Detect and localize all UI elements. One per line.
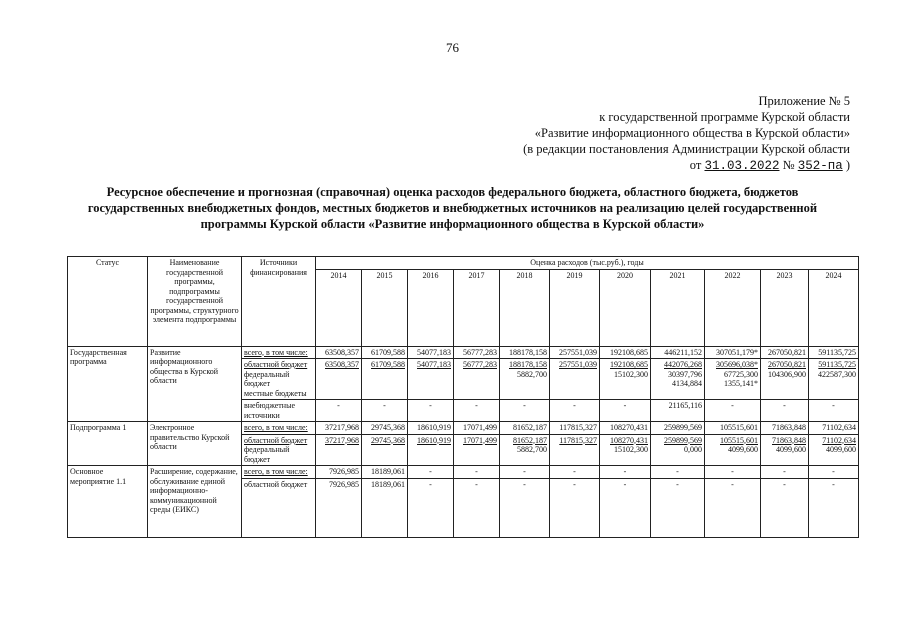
sp-total-value <box>705 422 761 435</box>
appendix-line-2: к государственной программе Курской области <box>599 110 850 124</box>
cell-line: 104306,900 <box>768 369 806 379</box>
cell-line: 442076,268 <box>664 360 702 369</box>
om-total-value: - <box>651 466 705 479</box>
gp-source-value <box>705 359 761 400</box>
cell-line: 4099,600 <box>776 445 806 454</box>
gp-source-value <box>500 359 550 400</box>
sources-header: Источники финансирования <box>242 257 316 347</box>
gp-extra-value: - <box>761 400 809 422</box>
sp-source-value <box>408 434 454 466</box>
cell-line: 5882,700 <box>517 445 547 454</box>
cell-line: 81652,187 <box>513 423 547 432</box>
gp-extra-value: - <box>809 400 859 422</box>
sp-status: Подпрограмма 1 <box>68 422 148 466</box>
page-number: 76 <box>446 40 459 55</box>
gp-name: Развитие информационного общества в Курской области <box>148 346 242 422</box>
cell-line: 18610,919 <box>417 423 451 432</box>
om-regional-value: 7926,985 <box>316 478 362 537</box>
sp-total-value <box>550 422 600 435</box>
sp-total-value <box>362 422 408 435</box>
sp-source-value <box>761 434 809 466</box>
om-total-value: - <box>761 466 809 479</box>
om-total-value: - <box>705 466 761 479</box>
status-header: Статус <box>68 257 148 347</box>
gp-extra-value: - <box>316 400 362 422</box>
cell-line: 267050,821 <box>768 360 806 369</box>
sp-total-value <box>600 422 651 435</box>
sp-name: Электронное правительство Курской области <box>148 422 242 466</box>
cell-line: федеральный бюджет <box>244 445 290 464</box>
sp-total-row <box>68 422 859 435</box>
gp-total-value <box>316 346 362 359</box>
cell-line: 18610,919 <box>417 435 451 445</box>
om-regional-value: - <box>550 478 600 537</box>
cell-line: 56777,283 <box>463 360 497 369</box>
year-header: 2019 <box>550 269 600 346</box>
sp-source-value <box>454 434 500 466</box>
gp-extra-value: - <box>600 400 651 422</box>
close-paren: ) <box>845 158 850 172</box>
sp-total-value <box>651 422 705 435</box>
year-header: 2023 <box>761 269 809 346</box>
sp-total-label: всего, в том числе: <box>242 422 316 435</box>
sp-source-value <box>600 434 651 466</box>
cell-line: 422587,300 <box>818 369 856 379</box>
gp-sources-label <box>242 359 316 400</box>
gp-status: Государственная программа <box>68 346 148 422</box>
om-regional-value: 18189,061 <box>362 478 408 537</box>
gp-extra-value: - <box>550 400 600 422</box>
appendix-line-1: Приложение № 5 <box>758 94 850 108</box>
cell-line: 37217,968 <box>325 435 359 445</box>
gp-total-value <box>761 346 809 359</box>
om-total-value: - <box>500 466 550 479</box>
sp-source-value <box>362 434 408 466</box>
om-name: Расширение, содержание, обслуживание единой информационно-коммуникационной среды (ЕИКС) <box>148 466 242 538</box>
cell-line: областной бюджет <box>244 435 308 445</box>
om-regional-value: - <box>761 478 809 537</box>
om-regional-value: - <box>651 478 705 537</box>
cell-line: 81652,187 <box>513 435 547 445</box>
gp-extra-value: - <box>362 400 408 422</box>
om-regional-value: - <box>600 478 651 537</box>
cell-line: 61709,588 <box>371 347 405 357</box>
cell-line: 4134,884 <box>672 379 702 388</box>
om-regional-value: - <box>809 478 859 537</box>
om-status: Основное мероприятие 1.1 <box>68 466 148 538</box>
cell-line: 67725,300 <box>724 369 758 379</box>
gp-total-value <box>408 346 454 359</box>
gp-source-value <box>362 359 408 400</box>
cell-line: 1355,141* <box>724 379 758 388</box>
gp-total-value <box>362 346 408 359</box>
gp-source-value <box>408 359 454 400</box>
cell-line: 105515,601 <box>720 435 758 445</box>
gp-total-value <box>705 346 761 359</box>
cell-line: 108270,431 <box>610 423 648 432</box>
cell-line: 15102,300 <box>614 369 648 379</box>
gp-extra-value: - <box>705 400 761 422</box>
budget-table <box>67 256 859 538</box>
cell-line: 71102,634 <box>822 423 856 432</box>
cell-line: 117815,327 <box>559 423 597 432</box>
estimate-header: Оценка расходов (тыс.руб.), годы <box>316 257 859 270</box>
cell-line: 105515,601 <box>720 423 758 432</box>
sp-source-value <box>500 434 550 466</box>
om-source-label: областной бюджет <box>242 478 316 537</box>
om-total-value: - <box>454 466 500 479</box>
sp-total-value <box>454 422 500 435</box>
cell-line: местные бюджеты <box>244 388 307 398</box>
cell-line: 5882,700 <box>517 369 547 379</box>
om-regional-value: - <box>705 478 761 537</box>
cell-line: 54077,183 <box>417 347 451 357</box>
cell-line: 267050,821 <box>768 347 806 357</box>
om-total-value: 18189,061 <box>362 466 408 479</box>
sp-total-value <box>809 422 859 435</box>
gp-extra-value: - <box>500 400 550 422</box>
cell-line: 71102,634 <box>822 435 856 445</box>
cell-line: 63508,357 <box>325 347 359 357</box>
appendix-date-line <box>523 157 850 174</box>
sp-total-value <box>316 422 362 435</box>
year-header: 2022 <box>705 269 761 346</box>
om-total-value: - <box>809 466 859 479</box>
sp-source-value <box>316 434 362 466</box>
sp-source-value <box>809 434 859 466</box>
gp-total-label: всего, в том числе: <box>242 346 316 359</box>
cell-line: 71863,848 <box>772 423 806 432</box>
cell-line: 15102,300 <box>614 445 648 454</box>
year-header: 2015 <box>362 269 408 346</box>
cell-line: 117815,327 <box>559 435 597 445</box>
cell-line: 71863,848 <box>772 435 806 445</box>
om-regional-value: - <box>408 478 454 537</box>
cell-line: 54077,183 <box>417 360 451 369</box>
resolution-date: 31.03.2022 <box>704 159 780 173</box>
sp-total-value <box>500 422 550 435</box>
appendix-line-4: (в редакции постановления Администрации Курской области <box>523 142 850 156</box>
year-header: 2020 <box>600 269 651 346</box>
document-title: Ресурсное обеспечение и прогнозная (справочная) оценка расходов федерального бюджета, областного бюджета, бюджетов государственных внебюджетных фондов, местных бюджетов и внебюджетных источников на реализацию целей государственной программы Курской области «Развитие информационного общества в Курской области» <box>87 185 818 231</box>
number-label: № <box>782 158 795 172</box>
cell-line: 61709,588 <box>371 360 405 369</box>
cell-line: 108270,431 <box>610 435 648 445</box>
cell-line: областной бюджет <box>244 360 308 369</box>
gp-total-value <box>550 346 600 359</box>
om-regional-value: - <box>454 478 500 537</box>
cell-line: 29745,368 <box>371 423 405 432</box>
cell-line: 305696,038* <box>716 360 758 369</box>
sp-total-value <box>408 422 454 435</box>
cell-line: 29745,368 <box>371 435 405 445</box>
cell-line: 37217,968 <box>325 423 359 432</box>
cell-line: федеральный бюджет <box>244 369 290 388</box>
cell-line: 17071,499 <box>463 423 497 432</box>
sp-source-value <box>550 434 600 466</box>
sp-total-value <box>761 422 809 435</box>
cell-line: 259899,569 <box>664 423 702 432</box>
cell-line: 192108,685 <box>610 347 648 357</box>
gp-source-value <box>600 359 651 400</box>
gp-total-value <box>500 346 550 359</box>
year-header: 2021 <box>651 269 705 346</box>
resolution-number: 352-па <box>797 159 843 173</box>
cell-line: 259899,569 <box>664 435 702 445</box>
gp-total-value <box>809 346 859 359</box>
cell-line: 446211,152 <box>664 347 702 357</box>
om-total-value: - <box>600 466 651 479</box>
cell-line: 188178,158 <box>509 360 547 369</box>
year-header: 2018 <box>500 269 550 346</box>
appendix-header <box>523 93 850 174</box>
gp-extra-value: - <box>454 400 500 422</box>
om-total-value: 7926,985 <box>316 466 362 479</box>
cell-line: 188178,158 <box>509 347 547 357</box>
name-header: Наименование государственной программы, подпрограммы государственной программы, структурного элемента подпрограммы <box>148 257 242 347</box>
om-regional-value: - <box>500 478 550 537</box>
from-label: от <box>689 158 702 172</box>
cell-line: 4099,600 <box>826 445 856 454</box>
cell-line: 0,000 <box>684 445 702 454</box>
gp-source-value <box>550 359 600 400</box>
om-total-row <box>68 466 859 479</box>
cell-line: 30397,796 <box>668 369 702 379</box>
sp-sources-label <box>242 434 316 466</box>
gp-total-value <box>651 346 705 359</box>
gp-extra-value: - <box>408 400 454 422</box>
gp-extra-value: 21165,116 <box>651 400 705 422</box>
year-header: 2014 <box>316 269 362 346</box>
gp-source-value <box>809 359 859 400</box>
cell-line: 257551,039 <box>559 360 597 369</box>
year-header: 2016 <box>408 269 454 346</box>
sp-source-value <box>705 434 761 466</box>
gp-total-row <box>68 346 859 359</box>
gp-source-value <box>454 359 500 400</box>
cell-line: 4099,600 <box>728 445 758 454</box>
appendix-line-3: «Развитие информационного общества в Курской области» <box>534 126 850 140</box>
cell-line: 257551,039 <box>559 347 597 357</box>
gp-total-value <box>600 346 651 359</box>
cell-line: 17071,499 <box>463 435 497 445</box>
gp-source-value <box>651 359 705 400</box>
header-row <box>68 257 859 270</box>
cell-line: 591135,725 <box>818 347 856 357</box>
om-total-value: - <box>408 466 454 479</box>
om-total-value: - <box>550 466 600 479</box>
cell-line: 307051,179* <box>716 347 758 357</box>
om-total-label: всего, в том числе: <box>242 466 316 479</box>
cell-line: 63508,357 <box>325 360 359 369</box>
cell-line: 591135,725 <box>818 360 856 369</box>
gp-source-value <box>761 359 809 400</box>
gp-total-value <box>454 346 500 359</box>
year-header: 2017 <box>454 269 500 346</box>
gp-source-value <box>316 359 362 400</box>
cell-line: 56777,283 <box>463 347 497 357</box>
year-header: 2024 <box>809 269 859 346</box>
cell-line: 192108,685 <box>610 360 648 369</box>
sp-source-value <box>651 434 705 466</box>
gp-extra-label: внебюджетные источники <box>242 400 316 422</box>
